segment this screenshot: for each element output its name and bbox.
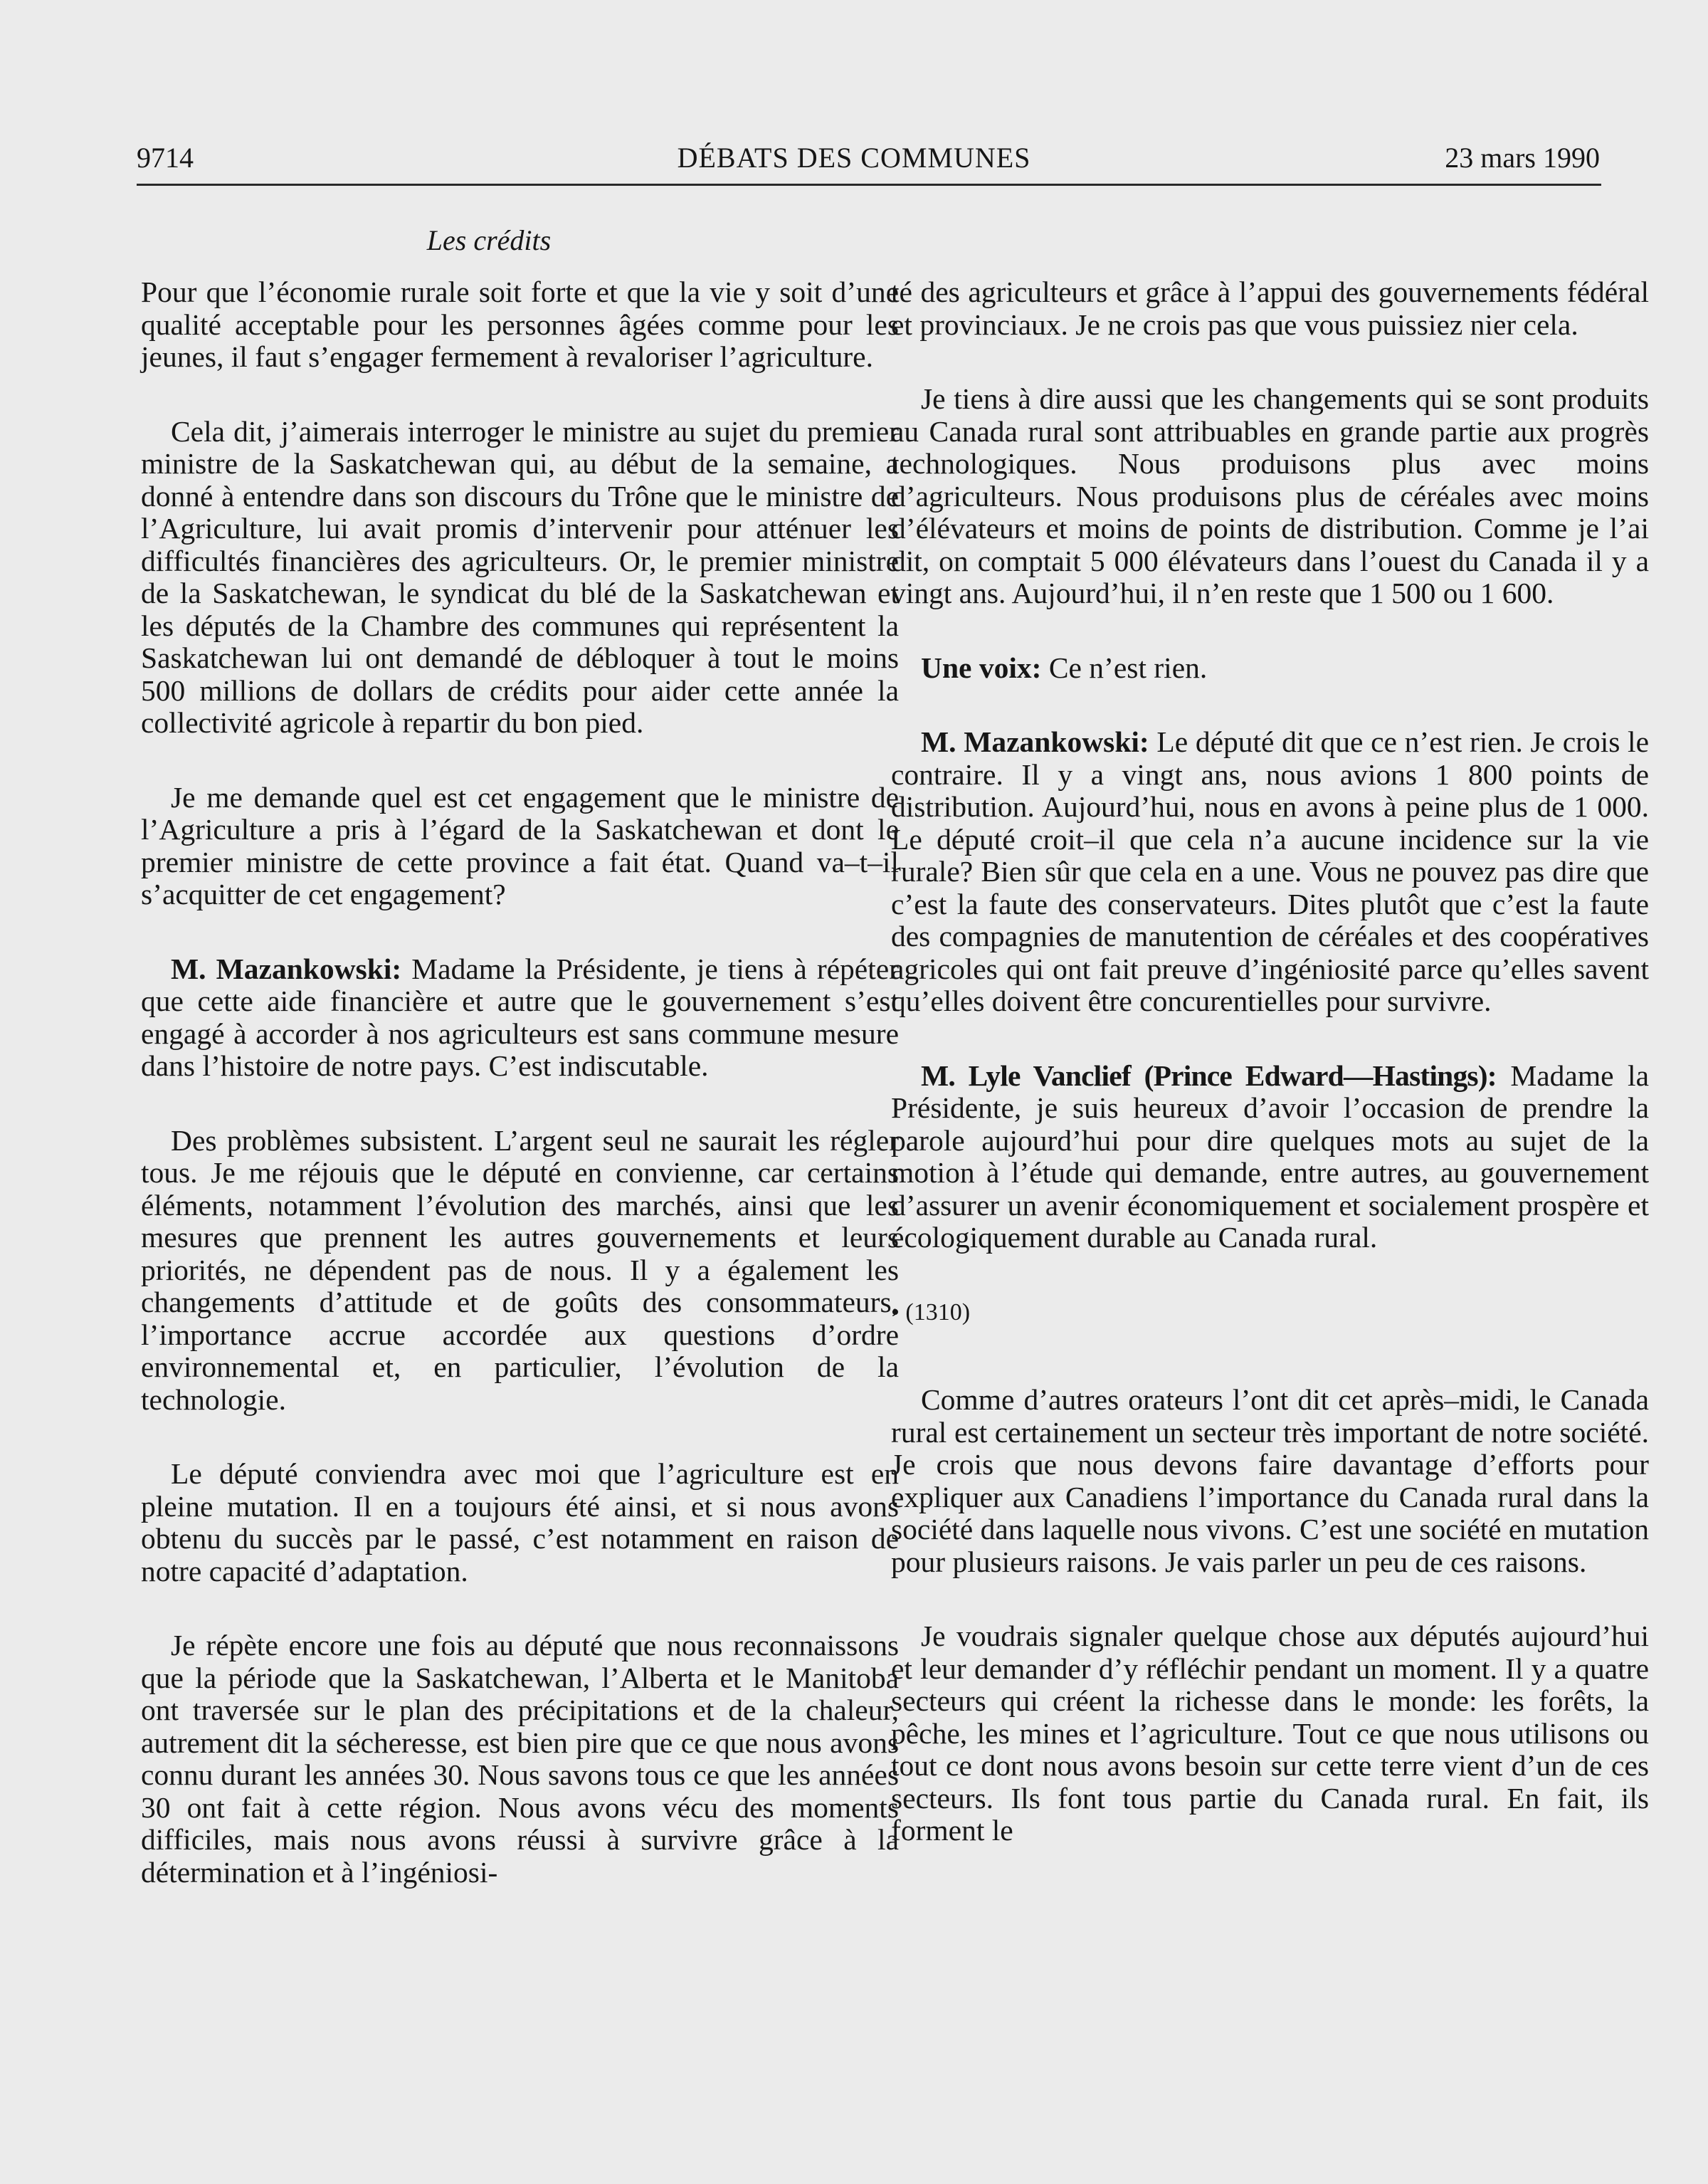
speaker-name: Une voix: (921, 651, 1042, 684)
speech-paragraph (891, 726, 1649, 1018)
speech-text: Madame la Présidente, je tiens à répéter que cette aide financière et autre que le gouvernement s’est engagé à accorder à nos agriculteurs est sans commune mesure dans l’histoire de notre pays. C’est indiscutable. (141, 952, 899, 1082)
speaker-name: M. Mazankowski: (921, 725, 1149, 758)
paragraph: Comme d’autres orateurs l’ont dit cet après–midi, le Canada rural est certainement un secteur très important de notre société. Je crois que nous devons faire davantage d’efforts pour expliquer aux Canadiens l’importance du Canada rural dans la société dans laquelle nous vivons. C’est une société en mutation pour plusieurs raisons. Je vais parler un peu de ces raisons. (891, 1383, 1649, 1578)
speaker-name: M. Lyle Vanclief (Prince Edward—Hastings): (921, 1059, 1497, 1092)
paragraph: Des problèmes subsistent. L’argent seul ne saurait les régler tous. Je me réjouis que le député en convienne, car certains éléments, notamment l’évolution des marchés, ainsi que les mesures que prennent les autres gouvernements et leurs priorités, ne dépendent pas de nous. Il y a également les changements d’attitude et de goûts des consommateurs, l’importance accrue accordée aux questions d’ordre environnemental et, en particulier, l’évolution de la technologie. (141, 1123, 899, 1416)
header-rule (137, 184, 1601, 186)
running-title: DÉBATS DES COMMUNES (677, 142, 1031, 174)
paragraph: Le député conviendra avec moi que l’agriculture est en pleine mutation. Il en a toujours été ainsi, et si nous avons obtenu du succès par le passé, c’est notamment en raison de notre capacité d’adaptation. (141, 1457, 899, 1587)
speech-text: Le député dit que ce n’est rien. Je crois le contraire. Il y a vingt ans, nous avions 1 800 points de distribution. Aujourd’hui, nous en avons à peine plus de 1 000. Le député croit–il que cela n’a aucune incidence sur la vie rurale? Bien sûr que cela en a une. Vous ne pouvez pas dire que c’est la faute des conservateurs. Dites plutôt que c’est la faute des compagnies de manutention de céréales et des coopératives agricoles qui ont fait preuve d’ingéniosité parce qu’elles savent qu’elles doivent être concurentielles pour survivre. (891, 725, 1649, 1017)
paragraph: té des agriculteurs et grâce à l’appui des gouvernements fédéral et provinciaux. Je ne crois pas que vous puissiez nier cela. (891, 275, 1649, 341)
speech-paragraph (891, 1060, 1649, 1254)
speech-text: Ce n’est rien. (1048, 651, 1208, 684)
speech-text: Madame la Présidente, je suis heureux d’avoir l’occasion de prendre la parole aujourd’hui pour dire quelques mots au sujet de la motion à l’étude qui demande, entre autres, au gouvernement d’assurer un avenir économiquement et socialement prospère et écologiquement durable au Canada rural. (891, 1059, 1649, 1254)
paragraph: Je me demande quel est cet engagement que le ministre de l’Agriculture a pris à l’égard de la Saskatchewan et dont le premier ministre de cette province a fait état. Quand va–t–il s’acquitter de cet engagement? (141, 780, 899, 910)
right-column (891, 276, 1649, 1889)
time-marker: • (1310) (891, 1298, 971, 1325)
speaker-name: M. Mazankowski: (171, 952, 402, 985)
paragraph: Je voudrais signaler quelque chose aux députés aujourd’hui et leur demander d’y réfléchir pendant un moment. Il y a quatre secteurs qui créent la richesse dans le monde: les forêts, la pêche, les mines et l’agriculture. Tout ce que nous utilisons ou tout ce dont nous avons besoin sur cette terre vient d’un de ces secteurs. Ils font tous partie du Canada rural. En fait, ils forment le (891, 1619, 1649, 1847)
paragraph: Je tiens à dire aussi que les changements qui se sont produits au Canada rural sont attribuables en grande partie aux progrès technologiques. Nous produisons plus avec moins d’agriculteurs. Nous produisons plus de céréales avec moins d’élévateurs et moins de points de distribution. Comme je l’ai dit, on comptait 5 000 élévateurs dans l’ouest du Canada il y a vingt ans. Aujourd’hui, il n’en reste que 1 500 ou 1 600. (891, 382, 1649, 609)
paragraph: Pour que l’économie rurale soit forte et que la vie y soit d’une qualité acceptable pour les personnes âgées comme pour les jeunes, il faut s’engager fermement à revaloriser l’agriculture. (141, 275, 899, 373)
speech-paragraph (891, 652, 1649, 685)
speech-paragraph (141, 953, 899, 1083)
paragraph: Cela dit, j’aimerais interroger le ministre au sujet du premier ministre de la Saskatchewan qui, au début de la semaine, a donné à entendre dans son discours du Trône que le ministre de l’Agriculture, lui avait promis d’intervenir pour atténuer les difficultés financières des agriculteurs. Or, le premier ministre de la Saskatchewan, le syndicat du blé de la Saskatchewan et les députés de la Chambre des communes qui représentent la Saskatchewan lui ont demandé de débloquer à tout le moins 500 millions de dollars de crédits pour aider cette année la collectivité agricole à repartir du bon pied. (141, 414, 899, 739)
page-date: 23 mars 1990 (1445, 142, 1600, 174)
section-title: Les crédits (426, 224, 552, 256)
left-column (141, 276, 899, 1931)
page-number: 9714 (137, 142, 194, 174)
paragraph: Je répète encore une fois au député que nous reconnaissons que la période que la Saskatchewan, l’Alberta et le Manitoba ont traversée sur le plan des précipitations et de la chaleur, autrement dit la sécheresse, est bien pire que ce que nous avons connu durant les années 30. Nous savons tous ce que les années 30 ont fait à cette région. Nous avons vécu des moments difficiles, mais nous avons réussi à survivre grâce à la détermination et à l’ingéniosi- (141, 1629, 899, 1889)
